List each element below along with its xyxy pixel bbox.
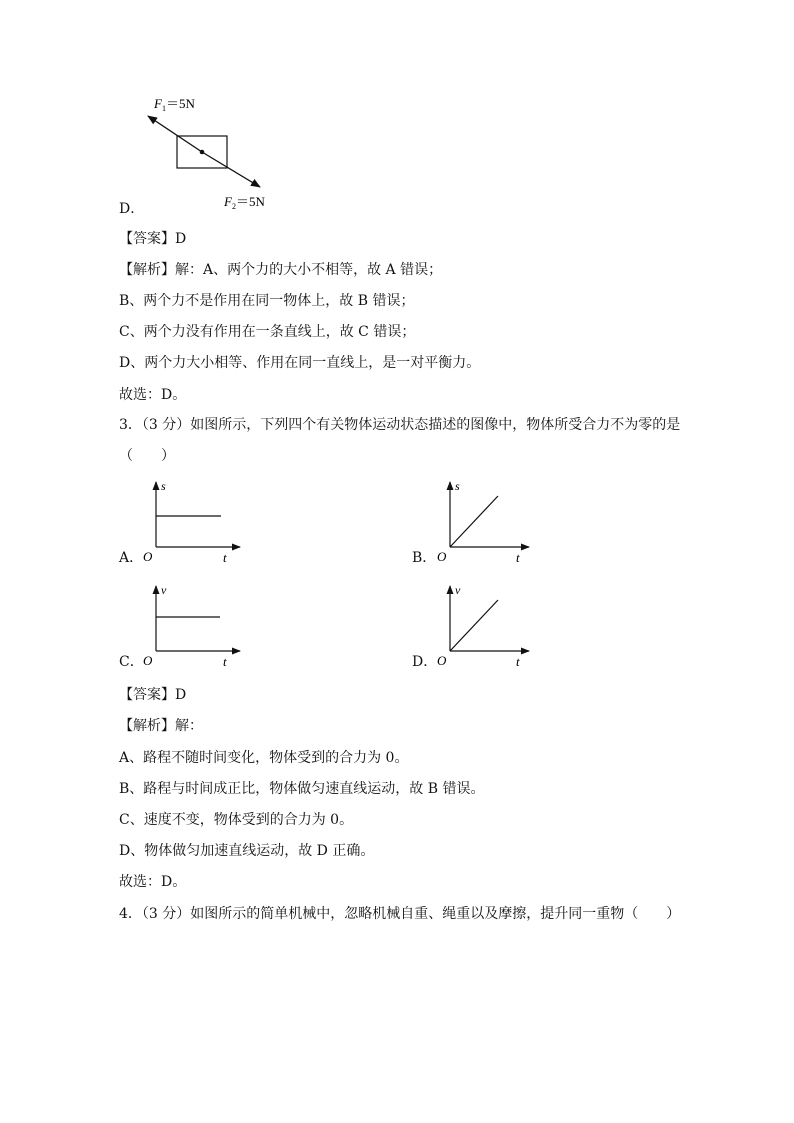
f2-label: $F_2=5N$ <box>224 194 265 211</box>
force-diagram <box>140 92 290 217</box>
q3-analysis-line: B、路程与时间成正比，物体做匀速直线运动，故 B 错误。 <box>119 781 485 797</box>
q3-analysis-title: 【解析】解： <box>119 718 203 734</box>
q3-option-b-label: B． <box>412 550 437 566</box>
graph-line <box>450 496 498 547</box>
y-axis-label: s <box>455 479 460 493</box>
y-axis-label: v <box>161 583 167 597</box>
q3-analysis-line: A、路程不随时间变化，物体受到的合力为 0。 <box>119 750 409 766</box>
x-axis-label: t <box>516 654 520 669</box>
q2-answer: 【答案】D <box>119 231 187 247</box>
q3-stem-blank: （ ） <box>119 448 175 464</box>
q3-graph-d <box>434 580 544 670</box>
origin-label: O <box>437 549 447 564</box>
force-f1-arrow <box>148 116 202 152</box>
q2-analysis-line: C、两个力没有作用在一条直线上，故 C 错误； <box>119 324 416 340</box>
x-axis-label: t <box>516 550 520 565</box>
q3-option-a-label: A． <box>119 550 144 566</box>
y-axis-label: v <box>455 583 461 597</box>
x-axis-label: t <box>223 550 227 565</box>
q3-graph-b <box>434 476 544 566</box>
q4-stem: 4．（3 分）如图所示的简单机械中，忽略机械自重、绳重以及摩擦，提升同一重物（ ） <box>119 906 681 922</box>
q2-analysis-title: 【解析】解：A、两个力的大小不相等，故 A 错误； <box>119 262 443 278</box>
graph-line <box>450 600 498 651</box>
q3-analysis-line: D、物体做匀加速直线运动，故 D 正确。 <box>119 843 375 859</box>
origin-label: O <box>437 653 447 668</box>
origin-label: O <box>143 549 153 564</box>
q3-conclusion: 故选：D。 <box>119 874 187 890</box>
q2-option-d-label: D． <box>119 201 145 217</box>
y-axis-label: s <box>161 479 166 493</box>
x-axis-label: t <box>223 654 227 669</box>
q3-stem: 3．（3 分）如图所示，下列四个有关物体运动状态描述的图像中，物体所受合力不为零的是 <box>119 417 681 433</box>
origin-label: O <box>143 653 153 668</box>
q2-analysis-line: D、两个力大小相等、作用在同一直线上，是一对平衡力。 <box>119 355 481 371</box>
q3-option-d-label: D． <box>412 654 438 670</box>
q3-answer: 【答案】D <box>119 687 187 703</box>
q3-graph-a <box>140 476 250 566</box>
q2-analysis-line: B、两个力不是作用在同一物体上，故 B 错误； <box>119 293 415 309</box>
force-f2-arrow <box>202 152 260 187</box>
q3-option-c-label: C． <box>119 654 144 670</box>
q3-graph-c <box>140 580 250 670</box>
q3-analysis-line: C、速度不变，物体受到的合力为 0。 <box>119 812 354 828</box>
q2-conclusion: 故选：D。 <box>119 387 187 403</box>
f1-label: $F_1=5N$ <box>154 96 195 113</box>
